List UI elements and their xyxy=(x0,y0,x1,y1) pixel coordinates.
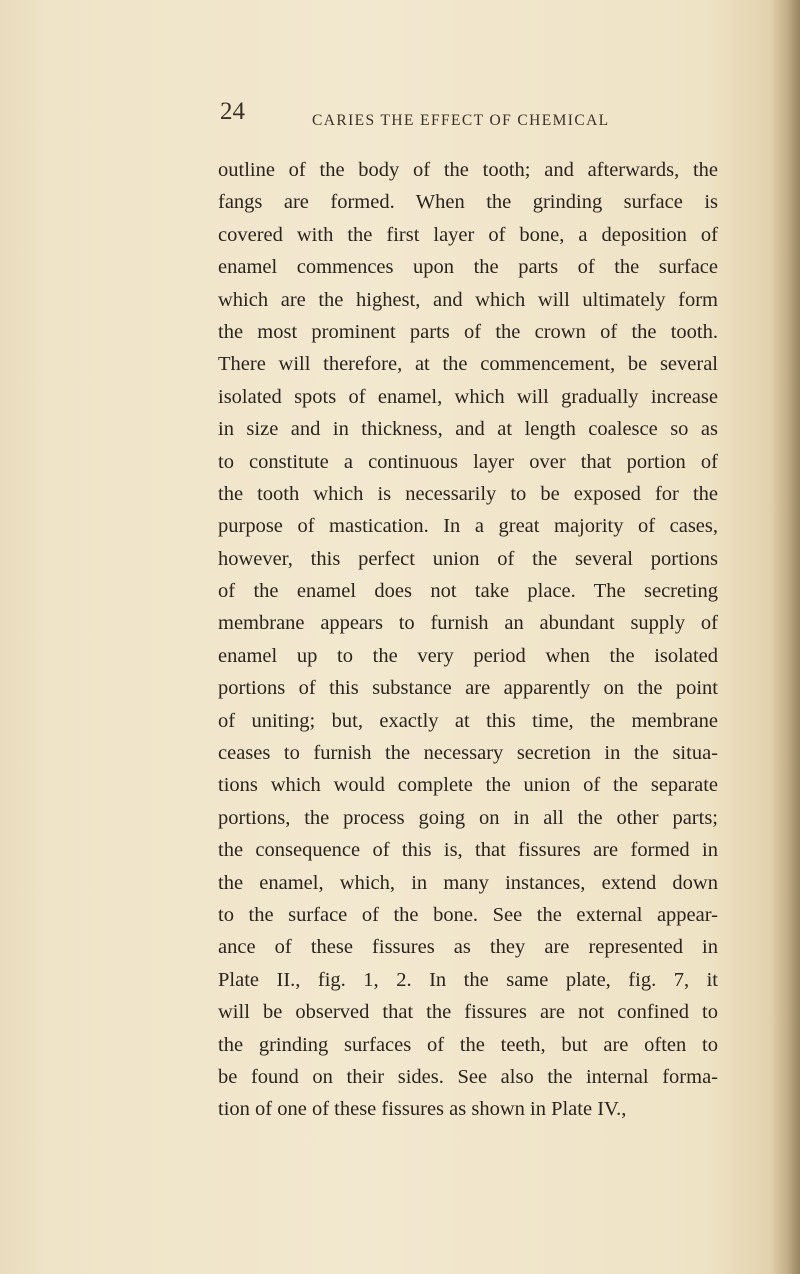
text-line: however, this perfect union of the several portions xyxy=(218,547,718,570)
text-line: portions, the process going on in all the other parts; xyxy=(218,806,718,829)
text-line: portions of this substance are apparently on the point xyxy=(218,677,718,700)
text-line: enamel up to the very period when the isolated xyxy=(218,644,718,667)
text-line: covered with the first layer of bone, a deposition of xyxy=(218,223,718,246)
text-line: isolated spots of enamel, which will gradually increase xyxy=(218,385,718,408)
text-line: will be observed that the fissures are not confined to xyxy=(218,1001,718,1024)
text-line: of uniting; but, exactly at this time, the membrane xyxy=(218,709,718,732)
text-line: Plate II., fig. 1, 2. In the same plate, fig. 7, it xyxy=(218,968,718,991)
text-line: ance of these fissures as they are represented in xyxy=(218,936,718,959)
text-line: tion of one of these fissures as shown in Plate IV., xyxy=(218,1098,627,1121)
text-line: ceases to furnish the necessary secretion in the situa- xyxy=(218,742,718,765)
text-line: outline of the body of the tooth; and afterwards, the xyxy=(218,159,718,181)
text-line: be found on their sides. See also the internal forma- xyxy=(218,1065,718,1088)
page-number: 24 xyxy=(220,98,245,125)
text-line: There will therefore, at the commencement, be several xyxy=(218,353,718,376)
text-line: purpose of mastication. In a great majority of cases, xyxy=(218,515,718,538)
body-text xyxy=(218,154,718,1126)
text-line: fangs are formed. When the grinding surface is xyxy=(218,191,718,214)
text-line: of the enamel does not take place. The secreting xyxy=(218,580,718,603)
text-line: the most prominent parts of the crown of the tooth. xyxy=(218,320,718,343)
running-head xyxy=(220,98,740,136)
text-line: to constitute a continuous layer over that portion of xyxy=(218,450,718,473)
text-line: in size and in thickness, and at length coalesce so as xyxy=(218,418,718,441)
text-line: to the surface of the bone. See the external appear- xyxy=(218,903,718,926)
text-line: tions which would complete the union of the separate xyxy=(218,774,718,797)
text-line: the grinding surfaces of the teeth, but are often to xyxy=(218,1033,718,1056)
page-edge-shadow xyxy=(772,0,800,1274)
text-line: enamel commences upon the parts of the surface xyxy=(218,256,718,279)
text-line: the enamel, which, in many instances, extend down xyxy=(218,871,718,894)
running-title: CARIES THE EFFECT OF CHEMICAL xyxy=(312,112,610,129)
text-line: membrane appears to furnish an abundant supply of xyxy=(218,612,718,635)
text-line: the tooth which is necessarily to be exposed for the xyxy=(218,482,718,505)
text-line: which are the highest, and which will ultimately form xyxy=(218,288,718,311)
text-line: the consequence of this is, that fissures are formed in xyxy=(218,839,718,862)
